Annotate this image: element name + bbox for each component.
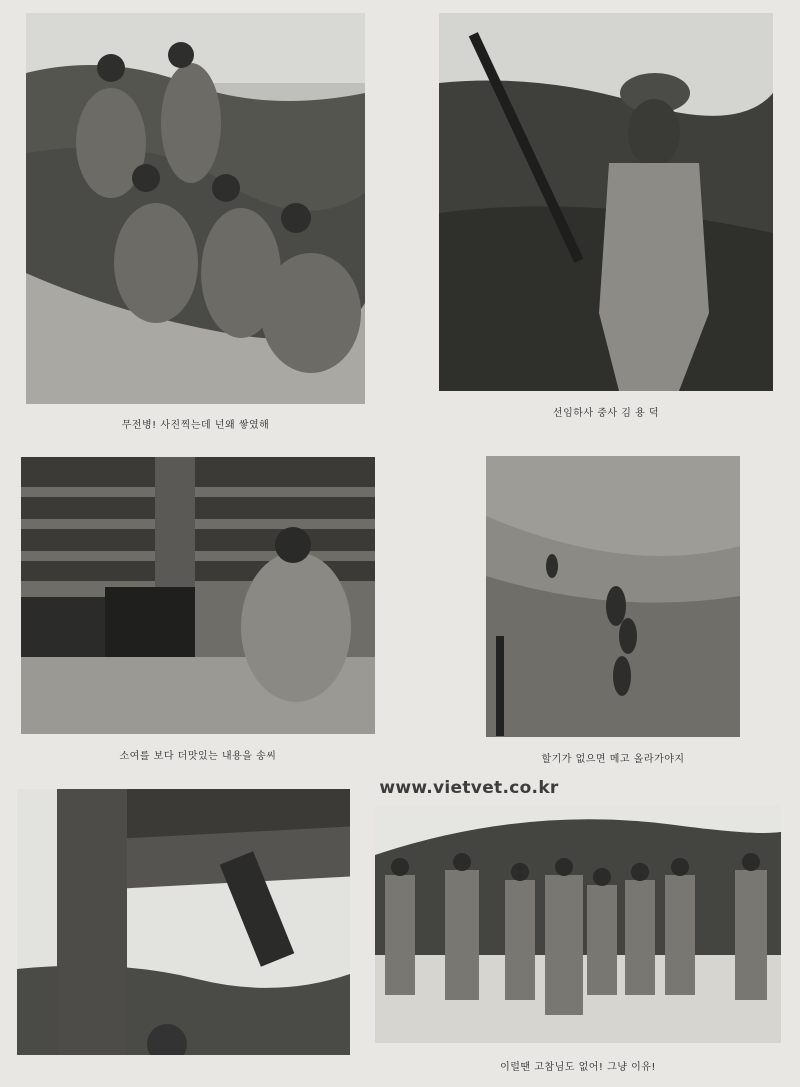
watermark-url: www.vietvet.co.kr — [379, 778, 559, 798]
caption-photo-2: 선임하사 중사 김 용 덕 — [552, 408, 660, 419]
photo-sergeant-with-rifle — [439, 13, 773, 391]
photo-soldiers-wrestling — [375, 805, 781, 1043]
caption-photo-3: 소여를 보다 더맛있는 내용을 송씨 — [119, 751, 277, 762]
photo-climbing-slope — [486, 456, 740, 737]
caption-photo-6: 이럴땐 고참님도 없어! 그냥 이유! — [500, 1062, 656, 1073]
photo-radio-operators — [26, 13, 365, 404]
photo-watch-tower-bell — [17, 789, 350, 1055]
caption-photo-1: 무전병! 사진찍는데 넌왜 쌓였해 — [121, 420, 270, 431]
photo-cooking-in-bunker — [21, 457, 375, 734]
caption-photo-4: 할기가 없으면 메고 올라가야지 — [541, 754, 685, 765]
